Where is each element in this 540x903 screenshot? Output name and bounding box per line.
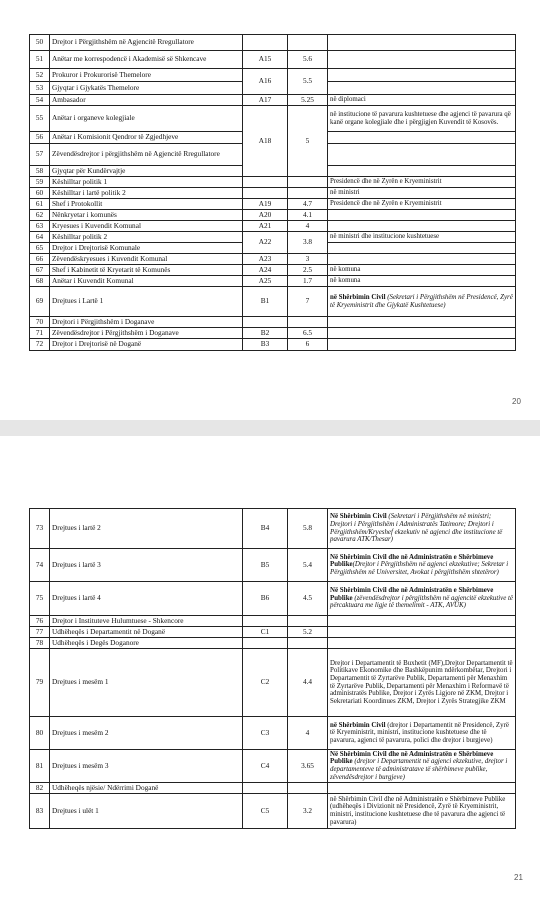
table-row — [30, 509, 516, 549]
position-title: Drejtues i ulët 1 — [50, 794, 243, 829]
note — [328, 582, 516, 616]
note — [328, 51, 516, 69]
grade-code: A25 — [243, 276, 288, 287]
table-row — [30, 276, 516, 287]
note — [328, 638, 516, 649]
note — [328, 210, 516, 221]
row-number: 62 — [30, 210, 50, 221]
row-number: 64 — [30, 232, 50, 243]
position-title: Drejtori i Përgjithshëm i Doganave — [50, 317, 243, 328]
grade-code: A18 — [243, 106, 288, 177]
table-row — [30, 254, 516, 265]
grade-code — [243, 35, 288, 51]
position-title: Gjyqtar i Gjykatës Themelore — [50, 82, 243, 95]
note-bold: në Shërbimin Civil — [330, 293, 386, 301]
note — [328, 783, 516, 794]
note-italic: (Drejtor i Përgjithshëm në agjenci ekzekutive; Sekretar i Përgjithshëm në Universitet, Avokat i përgjithshëm shtetëror) — [330, 561, 509, 576]
note-bold: Në Shërbimin Civil dhe në Administratën e Shërbimeve Publike — [330, 553, 494, 569]
position-title: Udhëheqës i Departamentit në Doganë — [50, 627, 243, 638]
table-row — [30, 188, 516, 199]
note — [328, 243, 516, 254]
table-row — [30, 616, 516, 627]
coefficient: 4 — [288, 717, 328, 750]
note-bold: Në Shërbimin Civil dhe në Administratën e Shërbimeve Publike — [330, 750, 494, 766]
coefficient — [288, 35, 328, 51]
note: në komuna — [328, 265, 516, 276]
page-separator — [0, 420, 540, 436]
position-title: Nënkryetar i komunës — [50, 210, 243, 221]
row-number: 69 — [30, 287, 50, 317]
table-row — [30, 177, 516, 188]
row-number: 59 — [30, 177, 50, 188]
coefficient: 4.1 — [288, 210, 328, 221]
coefficient: 3.65 — [288, 750, 328, 783]
note: Drejtor i Departamentit të Buxhetit (MF),Drejtor Departamentit të Politikave Ekonomike dhe Bashkëpunim ndërkombëtar, Drejtori i Departamentit të Zyrtarëve Publik, Departamenti për Menaxhim të Zyrtarëve Publik, Departamenti për Menaxhim i Reformavë të administratës Publike, Drejtor i Zyrës Ligjore në ZKM, Drejtor i Sekretariati Koordinues ZKM, Drejtor i Zyrës Strategjike ZKM — [328, 649, 516, 717]
coefficient: 3 — [288, 254, 328, 265]
table-row — [30, 95, 516, 106]
position-title: Gjyqtar për Kundërvajtje — [50, 166, 243, 177]
note: në diplomaci — [328, 95, 516, 106]
grade-code: A17 — [243, 95, 288, 106]
note — [328, 35, 516, 51]
note — [328, 166, 516, 177]
row-number: 78 — [30, 638, 50, 649]
table-row — [30, 35, 516, 51]
position-title: Drejtues i mesëm 3 — [50, 750, 243, 783]
note: Presidencë dhe në Zyrën e Kryeministrit — [328, 199, 516, 210]
coefficient: 1.7 — [288, 276, 328, 287]
position-title: Zëvendësdrejtor i përgjithshëm në Agjencitë Rregullatore — [50, 144, 243, 166]
note-bold: Në Shërbimin Civil — [330, 513, 387, 521]
grade-code — [243, 317, 288, 328]
position-title: Drejtor i Institutevе Hulumtuese - Shkencore — [50, 616, 243, 627]
coefficient — [288, 616, 328, 627]
coefficient — [288, 317, 328, 328]
row-number: 72 — [30, 339, 50, 351]
table-row — [30, 232, 516, 243]
row-number: 56 — [30, 132, 50, 144]
table-row — [30, 265, 516, 276]
document-page-20 — [0, 0, 540, 420]
note: në komuna — [328, 276, 516, 287]
salary-grade-table — [29, 34, 516, 351]
salary-grade-table — [29, 508, 516, 829]
coefficient — [288, 638, 328, 649]
position-title: Anëtar me korrespodencë i Akademisë së Shkencave — [50, 51, 243, 69]
grade-code: B6 — [243, 582, 288, 616]
position-title: Anëtar i Kuvendit Komunal — [50, 276, 243, 287]
position-title: Shef i Protokollit — [50, 199, 243, 210]
coefficient: 6 — [288, 339, 328, 351]
row-number: 68 — [30, 276, 50, 287]
row-number: 60 — [30, 188, 50, 199]
table-row — [30, 106, 516, 132]
table-row — [30, 717, 516, 750]
note-italic: (Sekretari i Përgjithshëm në ministri; Drejtori i Përgjithshëm i Administratës Tatimore; Drejtori i Përgjithshëm/Kryeshef ekzekutiv në agjenci dhe institucione të pavarura ATK/Thesar) — [330, 513, 503, 544]
grade-code: C4 — [243, 750, 288, 783]
row-number: 70 — [30, 317, 50, 328]
note: Presidencë dhe në Zyrën e Kryeministrit — [328, 177, 516, 188]
note: në Shërbimin Civil dhe në Administratën e Shërbimeve Publike (udhëheqës i Divizionit në Presidencë, Zyrë të Kryeministrit, ministri, institucione kushtetuese dhe të pavarura dhe agjenci të pavarura) — [328, 794, 516, 829]
coefficient: 5.8 — [288, 509, 328, 549]
position-title: Zëvendëskryesues i Kuvendit Komunal — [50, 254, 243, 265]
coefficient: 5.6 — [288, 51, 328, 69]
coefficient: 5.25 — [288, 95, 328, 106]
table-row — [30, 210, 516, 221]
note — [328, 254, 516, 265]
row-number: 63 — [30, 221, 50, 232]
position-title: Drejtues i mesëm 2 — [50, 717, 243, 750]
position-title: Drejtor i Drejtorisë Komunale — [50, 243, 243, 254]
row-number: 66 — [30, 254, 50, 265]
table-row — [30, 794, 516, 829]
grade-code: A15 — [243, 51, 288, 69]
position-title: Drejtor i Përgjithshëm në Agjencitë Rregullatore — [50, 35, 243, 51]
note-text: (drejtor i Departamentit në Presidencë, Zyrë të Kryeministrit, ministri, institucione kushtetuese dhe të pavarura, agjenci të pavarura, polici dhe drejtor i burgjeve) — [330, 721, 509, 744]
table-row — [30, 582, 516, 616]
note — [328, 616, 516, 627]
grade-code: B1 — [243, 287, 288, 317]
table-row — [30, 221, 516, 232]
note: në ministri dhe institucione kushtetuese — [328, 232, 516, 243]
table-row — [30, 287, 516, 317]
coefficient: 4.4 — [288, 649, 328, 717]
grade-code — [243, 616, 288, 627]
row-number: 51 — [30, 51, 50, 69]
table-row — [30, 199, 516, 210]
coefficient: 4 — [288, 221, 328, 232]
document-page-21 — [0, 436, 540, 903]
grade-code: A23 — [243, 254, 288, 265]
grade-code: A24 — [243, 265, 288, 276]
table-row — [30, 627, 516, 638]
coefficient: 5.5 — [288, 69, 328, 95]
table-row — [30, 328, 516, 339]
coefficient: 2.5 — [288, 265, 328, 276]
table-row — [30, 750, 516, 783]
position-title: Drejtues i lartë 3 — [50, 549, 243, 582]
grade-code — [243, 188, 288, 199]
row-number: 52 — [30, 69, 50, 82]
note — [328, 317, 516, 328]
row-number: 76 — [30, 616, 50, 627]
row-number: 53 — [30, 82, 50, 95]
note-bold: në Shërbimin Civil — [330, 721, 386, 729]
position-title: Këshilltar politik 1 — [50, 177, 243, 188]
page-number: 20 — [512, 397, 521, 406]
note-italic: (zëvendësdrejtor i përgjithshëm në agjencitë ekzekutive të përcaktuara me ligje të themelimit - ATK, AVUK) — [330, 594, 513, 610]
coefficient: 3.2 — [288, 794, 328, 829]
coefficient: 5.4 — [288, 549, 328, 582]
note — [328, 69, 516, 82]
grade-code — [243, 783, 288, 794]
position-title: Drejtues i lartë 2 — [50, 509, 243, 549]
table-row — [30, 638, 516, 649]
row-number: 61 — [30, 199, 50, 210]
note — [328, 717, 516, 750]
grade-code: B5 — [243, 549, 288, 582]
grade-code: A16 — [243, 69, 288, 95]
coefficient — [288, 188, 328, 199]
position-title: Prokuror i Prokurorisë Themelore — [50, 69, 243, 82]
grade-code: C1 — [243, 627, 288, 638]
position-title: Udhëheqës njësie/ Ndërrimi Doganë — [50, 783, 243, 794]
coefficient: 5.2 — [288, 627, 328, 638]
row-number: 81 — [30, 750, 50, 783]
row-number: 71 — [30, 328, 50, 339]
table-row — [30, 317, 516, 328]
grade-code: B3 — [243, 339, 288, 351]
note — [328, 287, 516, 317]
row-number: 83 — [30, 794, 50, 829]
row-number: 67 — [30, 265, 50, 276]
position-title: Këshilltar i lartë politik 2 — [50, 188, 243, 199]
grade-code — [243, 638, 288, 649]
position-title: Anëtar i Komisionit Qendror të Zgjedhjeve — [50, 132, 243, 144]
note-italic: (drejtor i Departamentit në agjenci ekzekutive, drejtor i departamenteve të administratave të shërbimeve publike, zëvendësdrejtor i burgjeve) — [330, 758, 508, 781]
page-number: 21 — [514, 873, 523, 882]
coefficient: 5 — [288, 106, 328, 177]
row-number: 74 — [30, 549, 50, 582]
table-row — [30, 649, 516, 717]
position-title: Ambasador — [50, 95, 243, 106]
note — [328, 339, 516, 351]
grade-code: B2 — [243, 328, 288, 339]
grade-code — [243, 177, 288, 188]
position-title: Zëvendësdrejtor i Përgjithshëm i Doganave — [50, 328, 243, 339]
note: në institucione të pavarura kushtetuese dhe agjenci të pavarura që kanë organe kolegjiale dhe i përgjigjen Kuvendit të Kosovës. — [328, 106, 516, 132]
note-bold: Në Shërbimin Civil dhe në Administratën e Shërbimeve Publike — [330, 587, 494, 602]
row-number: 77 — [30, 627, 50, 638]
grade-code: A21 — [243, 221, 288, 232]
coefficient: 4.5 — [288, 582, 328, 616]
row-number: 75 — [30, 582, 50, 616]
row-number: 73 — [30, 509, 50, 549]
row-number: 55 — [30, 106, 50, 132]
note-italic: (Sekretari i Përgjithshëm në Presidencë, Zyrë të Kryeministrit dhe Gjykatë Kushtetuese) — [330, 293, 513, 309]
grade-code: C5 — [243, 794, 288, 829]
position-title: Anëtar i organeve kolegjiale — [50, 106, 243, 132]
row-number: 57 — [30, 144, 50, 166]
table-row — [30, 51, 516, 69]
row-number: 58 — [30, 166, 50, 177]
grade-code: A19 — [243, 199, 288, 210]
grade-code: B4 — [243, 509, 288, 549]
note — [328, 328, 516, 339]
coefficient: 6.5 — [288, 328, 328, 339]
grade-code: A22 — [243, 232, 288, 254]
position-title: Drejtues i Lartë 1 — [50, 287, 243, 317]
row-number: 82 — [30, 783, 50, 794]
table-row — [30, 783, 516, 794]
note — [328, 509, 516, 549]
note: në ministri — [328, 188, 516, 199]
position-title: Shef i Kabinetit të Kryetarit të Komunës — [50, 265, 243, 276]
note — [328, 82, 516, 95]
position-title: Drejtues i lartë 4 — [50, 582, 243, 616]
coefficient: 3.8 — [288, 232, 328, 254]
row-number: 54 — [30, 95, 50, 106]
row-number: 50 — [30, 35, 50, 51]
coefficient: 4.7 — [288, 199, 328, 210]
note — [328, 549, 516, 582]
note — [328, 132, 516, 144]
grade-code: C2 — [243, 649, 288, 717]
note — [328, 221, 516, 232]
position-title: Këshilltar politik 2 — [50, 232, 243, 243]
note — [328, 627, 516, 638]
table-row — [30, 549, 516, 582]
coefficient: 7 — [288, 287, 328, 317]
grade-code: A20 — [243, 210, 288, 221]
row-number: 79 — [30, 649, 50, 717]
note — [328, 750, 516, 783]
position-title: Udhëheqës i Degës Doganore — [50, 638, 243, 649]
note — [328, 144, 516, 166]
position-title: Drejtues i mesëm 1 — [50, 649, 243, 717]
coefficient — [288, 177, 328, 188]
position-title: Kryesues i Kuvendit Komunal — [50, 221, 243, 232]
table-row — [30, 339, 516, 351]
grade-code: C3 — [243, 717, 288, 750]
position-title: Drejtor i Drejtorisë në Doganë — [50, 339, 243, 351]
coefficient — [288, 783, 328, 794]
row-number: 80 — [30, 717, 50, 750]
table-row — [30, 69, 516, 82]
row-number: 65 — [30, 243, 50, 254]
